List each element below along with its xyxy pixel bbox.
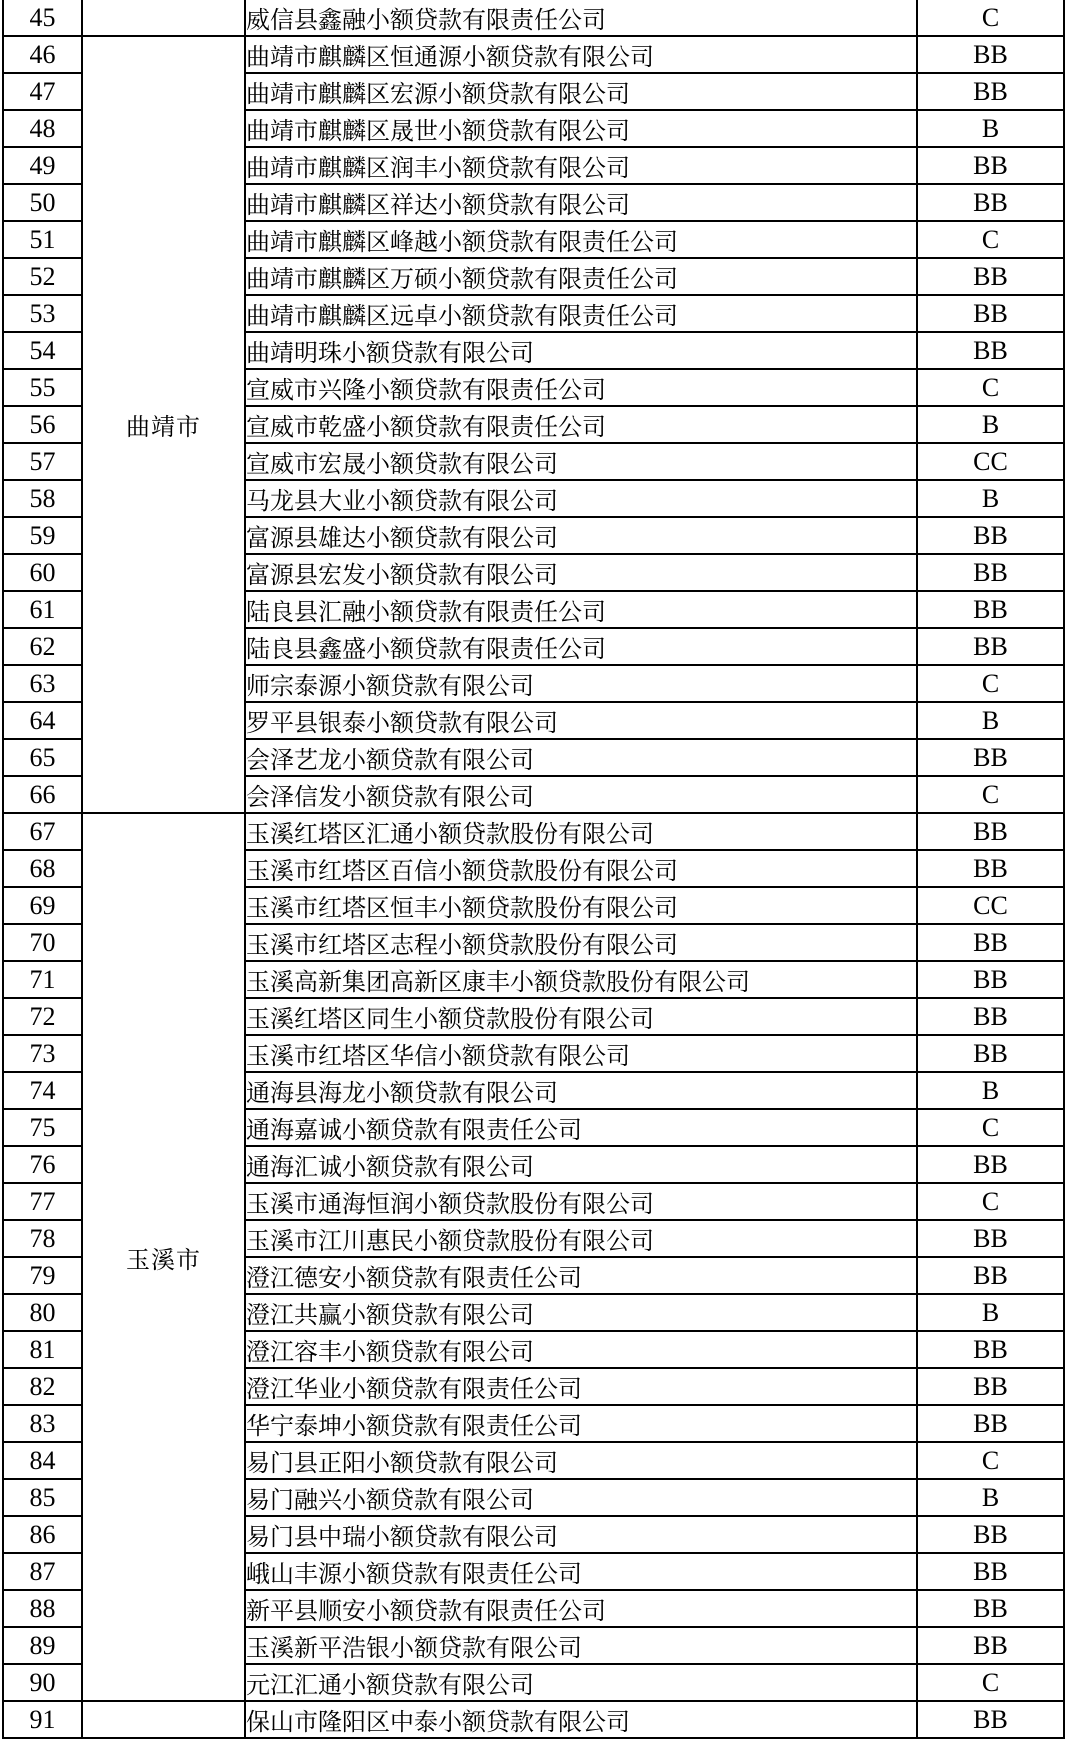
row-number: 87: [3, 1553, 82, 1590]
row-number: 84: [3, 1442, 82, 1479]
rating-value: BB: [917, 1553, 1064, 1590]
rating-value: BB: [917, 184, 1064, 221]
rating-value: BB: [917, 1220, 1064, 1257]
company-name: 马龙县大业小额贷款有限公司: [245, 480, 917, 517]
row-number: 52: [3, 258, 82, 295]
row-number: 66: [3, 776, 82, 813]
company-name: 玉溪红塔区同生小额贷款股份有限公司: [245, 998, 917, 1035]
row-number: 68: [3, 850, 82, 887]
row-number: 64: [3, 702, 82, 739]
row-number: 61: [3, 591, 82, 628]
rating-value: BB: [917, 591, 1064, 628]
row-number: 82: [3, 1368, 82, 1405]
rating-value: B: [917, 1479, 1064, 1516]
rating-value: BB: [917, 813, 1064, 850]
rating-value: BB: [917, 147, 1064, 184]
rating-value: BB: [917, 961, 1064, 998]
company-name: 易门县正阳小额贷款有限公司: [245, 1442, 917, 1479]
row-number: 48: [3, 110, 82, 147]
row-number: 55: [3, 369, 82, 406]
company-name: 澄江容丰小额贷款有限公司: [245, 1331, 917, 1368]
company-name: 澄江共赢小额贷款有限公司: [245, 1294, 917, 1331]
company-name: 曲靖市麒麟区宏源小额贷款有限公司: [245, 73, 917, 110]
table-row: [3, 1701, 1064, 1738]
rating-value: BB: [917, 1701, 1064, 1738]
rating-value: B: [917, 1072, 1064, 1109]
company-name: 会泽信发小额贷款有限公司: [245, 776, 917, 813]
company-name: 宣威市乾盛小额贷款有限责任公司: [245, 406, 917, 443]
company-name: 曲靖市麒麟区润丰小额贷款有限公司: [245, 147, 917, 184]
company-name: 曲靖市麒麟区峰越小额贷款有限责任公司: [245, 221, 917, 258]
row-number: 75: [3, 1109, 82, 1146]
company-name: 玉溪市红塔区志程小额贷款股份有限公司: [245, 924, 917, 961]
company-name: 通海县海龙小额贷款有限公司: [245, 1072, 917, 1109]
company-name: 峨山丰源小额贷款有限责任公司: [245, 1553, 917, 1590]
company-name: 易门融兴小额贷款有限公司: [245, 1479, 917, 1516]
rating-value: C: [917, 665, 1064, 702]
rating-value: C: [917, 221, 1064, 258]
rating-value: B: [917, 1294, 1064, 1331]
row-number: 83: [3, 1405, 82, 1442]
company-name: 华宁泰坤小额贷款有限责任公司: [245, 1405, 917, 1442]
company-name: 陆良县汇融小额贷款有限责任公司: [245, 591, 917, 628]
rating-value: BB: [917, 1405, 1064, 1442]
row-number: 53: [3, 295, 82, 332]
company-name: 宣威市宏晟小额贷款有限公司: [245, 443, 917, 480]
row-number: 56: [3, 406, 82, 443]
row-number: 54: [3, 332, 82, 369]
rating-value: B: [917, 480, 1064, 517]
rating-value: C: [917, 1183, 1064, 1220]
table-row: [3, 0, 1064, 36]
rating-value: BB: [917, 1627, 1064, 1664]
city-cell: 曲靖市: [82, 36, 245, 813]
company-name: 宣威市兴隆小额贷款有限责任公司: [245, 369, 917, 406]
rating-value: C: [917, 369, 1064, 406]
rating-value: BB: [917, 1516, 1064, 1553]
row-number: 73: [3, 1035, 82, 1072]
row-number: 76: [3, 1146, 82, 1183]
company-name: 易门县中瑞小额贷款有限公司: [245, 1516, 917, 1553]
company-name: 保山市隆阳区中泰小额贷款有限公司: [245, 1701, 917, 1738]
rating-value: CC: [917, 887, 1064, 924]
company-name: 罗平县银泰小额贷款有限公司: [245, 702, 917, 739]
row-number: 81: [3, 1331, 82, 1368]
row-number: 63: [3, 665, 82, 702]
row-number: 89: [3, 1627, 82, 1664]
row-number: 86: [3, 1516, 82, 1553]
rating-value: BB: [917, 628, 1064, 665]
row-number: 79: [3, 1257, 82, 1294]
rating-value: B: [917, 702, 1064, 739]
company-name: 富源县宏发小额贷款有限公司: [245, 554, 917, 591]
row-number: 62: [3, 628, 82, 665]
company-name: 曲靖市麒麟区恒通源小额贷款有限公司: [245, 36, 917, 73]
rating-value: C: [917, 1109, 1064, 1146]
row-number: 70: [3, 924, 82, 961]
city-cell: [82, 1701, 245, 1738]
company-name: 玉溪红塔区汇通小额贷款股份有限公司: [245, 813, 917, 850]
rating-value: BB: [917, 517, 1064, 554]
row-number: 57: [3, 443, 82, 480]
rating-table: [2, 0, 1065, 1739]
row-number: 91: [3, 1701, 82, 1738]
row-number: 45: [3, 0, 82, 36]
company-name: 师宗泰源小额贷款有限公司: [245, 665, 917, 702]
row-number: 60: [3, 554, 82, 591]
row-number: 59: [3, 517, 82, 554]
rating-value: C: [917, 0, 1064, 36]
rating-value: BB: [917, 73, 1064, 110]
rating-value: BB: [917, 850, 1064, 887]
row-number: 88: [3, 1590, 82, 1627]
rating-value: C: [917, 776, 1064, 813]
row-number: 71: [3, 961, 82, 998]
row-number: 85: [3, 1479, 82, 1516]
rating-value: BB: [917, 554, 1064, 591]
row-number: 51: [3, 221, 82, 258]
company-name: 富源县雄达小额贷款有限公司: [245, 517, 917, 554]
row-number: 46: [3, 36, 82, 73]
company-name: 玉溪市红塔区华信小额贷款有限公司: [245, 1035, 917, 1072]
table-body: [3, 0, 1064, 1738]
row-number: 69: [3, 887, 82, 924]
row-number: 47: [3, 73, 82, 110]
company-name: 澄江华业小额贷款有限责任公司: [245, 1368, 917, 1405]
row-number: 78: [3, 1220, 82, 1257]
rating-value: BB: [917, 1331, 1064, 1368]
row-number: 67: [3, 813, 82, 850]
rating-value: BB: [917, 924, 1064, 961]
row-number: 77: [3, 1183, 82, 1220]
company-name: 曲靖市麒麟区远卓小额贷款有限责任公司: [245, 295, 917, 332]
rating-value: BB: [917, 295, 1064, 332]
rating-value: BB: [917, 1035, 1064, 1072]
company-name: 陆良县鑫盛小额贷款有限责任公司: [245, 628, 917, 665]
row-number: 72: [3, 998, 82, 1035]
row-number: 65: [3, 739, 82, 776]
company-name: 通海汇诚小额贷款有限公司: [245, 1146, 917, 1183]
rating-value: BB: [917, 1257, 1064, 1294]
table-row: [3, 813, 1064, 850]
rating-value: BB: [917, 1590, 1064, 1627]
company-name: 玉溪市通海恒润小额贷款股份有限公司: [245, 1183, 917, 1220]
city-cell: 玉溪市: [82, 813, 245, 1701]
company-name: 玉溪市红塔区恒丰小额贷款股份有限公司: [245, 887, 917, 924]
rating-value: C: [917, 1442, 1064, 1479]
row-number: 74: [3, 1072, 82, 1109]
rating-value: BB: [917, 1146, 1064, 1183]
company-name: 玉溪新平浩银小额贷款有限公司: [245, 1627, 917, 1664]
row-number: 80: [3, 1294, 82, 1331]
row-number: 50: [3, 184, 82, 221]
city-cell: [82, 0, 245, 36]
company-name: 曲靖市麒麟区祥达小额贷款有限公司: [245, 184, 917, 221]
rating-value: C: [917, 1664, 1064, 1701]
row-number: 90: [3, 1664, 82, 1701]
company-name: 澄江德安小额贷款有限责任公司: [245, 1257, 917, 1294]
company-name: 玉溪市江川惠民小额贷款股份有限公司: [245, 1220, 917, 1257]
rating-value: B: [917, 110, 1064, 147]
row-number: 49: [3, 147, 82, 184]
company-name: 玉溪市红塔区百信小额贷款股份有限公司: [245, 850, 917, 887]
rating-value: BB: [917, 1368, 1064, 1405]
company-name: 曲靖市麒麟区万硕小额贷款有限责任公司: [245, 258, 917, 295]
rating-value: BB: [917, 36, 1064, 73]
rating-value: B: [917, 406, 1064, 443]
rating-value: CC: [917, 443, 1064, 480]
company-name: 元江汇通小额贷款有限公司: [245, 1664, 917, 1701]
company-name: 曲靖明珠小额贷款有限公司: [245, 332, 917, 369]
rating-value: BB: [917, 258, 1064, 295]
company-name: 会泽艺龙小额贷款有限公司: [245, 739, 917, 776]
company-name: 新平县顺安小额贷款有限责任公司: [245, 1590, 917, 1627]
rating-value: BB: [917, 739, 1064, 776]
rating-value: BB: [917, 998, 1064, 1035]
company-name: 通海嘉诚小额贷款有限责任公司: [245, 1109, 917, 1146]
company-name: 玉溪高新集团高新区康丰小额贷款股份有限公司: [245, 961, 917, 998]
company-name: 曲靖市麒麟区晟世小额贷款有限公司: [245, 110, 917, 147]
table-row: [3, 36, 1064, 73]
rating-value: BB: [917, 332, 1064, 369]
company-name: 威信县鑫融小额贷款有限责任公司: [245, 0, 917, 36]
row-number: 58: [3, 480, 82, 517]
